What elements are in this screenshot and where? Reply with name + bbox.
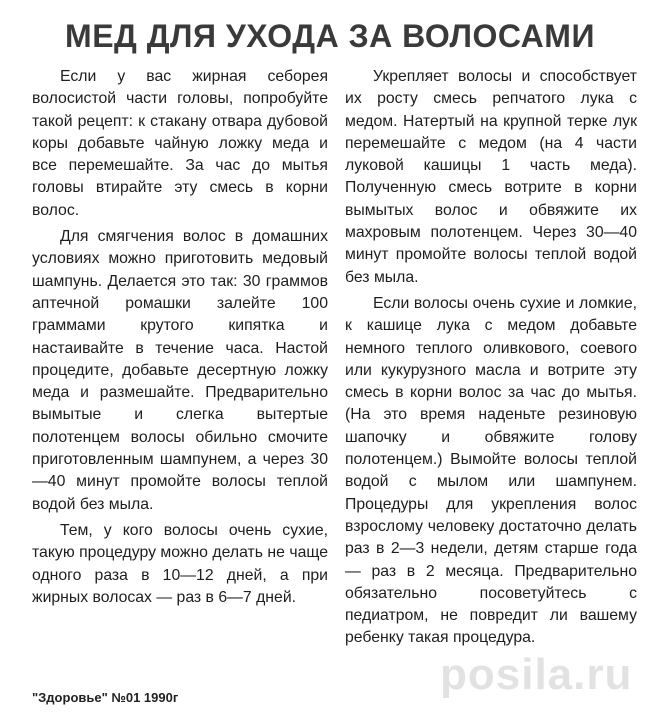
page-title: МЕД ДЛЯ УХОДА ЗА ВОЛОСАМИ (65, 18, 595, 54)
paragraph: Если волосы очень сухие и ломкие, к кашице лука с медом добавьте немного теплого оливкового, соевого или кукурузного масла и вотрите эту смесь в корни волос за час до мытья. (На это время наденьте резиновую шапочку и обвяжите голову полотенцем.) Вымойте волосы теплой водой с мылом или шампунем. Процедуры для укрепления волос взрослому человеку достаточно делать раз в 2—3 недели, детям старше года — раз в 2 месяца. Предварительно обязательно посоветуйтесь с педиатром, не повредит ли вашему ребенку такая процедура. (345, 294, 637, 647)
paragraph: Для смягчения волос в домашних условиях можно приготовить медовый шампунь. Делается это так: 30 граммов аптечной ромашки залейте 100 граммами крутого кипятка и настаивайте в течение часа. Настой процедите, добавьте десертную ложку меда и размешайте. Предварительно вымытые и слегка вытертые полотенцем волосы обильно смочите приготовленным шампунем, а через 30—40 минут промойте волосы теплой водой без мыла. (32, 228, 328, 513)
watermark: posila.ru (440, 650, 633, 699)
paragraph: Если у вас жирная себорея волосистой части головы, попробуйте такой рецепт: к стакану отвара дубовой коры добавьте чайную ложку меда и все перемешайте. За час до мытья головы втирайте эту смесь в корни волос. (32, 68, 328, 219)
article-column-left (32, 66, 328, 613)
paragraph: Укрепляет волосы и способствует их росту смесь репчатого лука с медом. Натертый на крупной терке лук перемешайте с медом (на 4 части луковой кашицы 1 часть меда). Полученную смесь вотрите в корни вымытых волос и обвяжите их махровым полотенцем. Через 30—40 минут промойте волосы теплой водой без мыла. (345, 68, 637, 286)
source-citation: "Здоровье" №01 1990г (32, 690, 179, 705)
article-column-right (345, 66, 637, 654)
paragraph: Тем, у кого волосы очень сухие, такую процедуру можно делать не чаще одного раза в 10—12 дней, а при жирных волосах — раз в 6—7 дней. (32, 521, 328, 606)
